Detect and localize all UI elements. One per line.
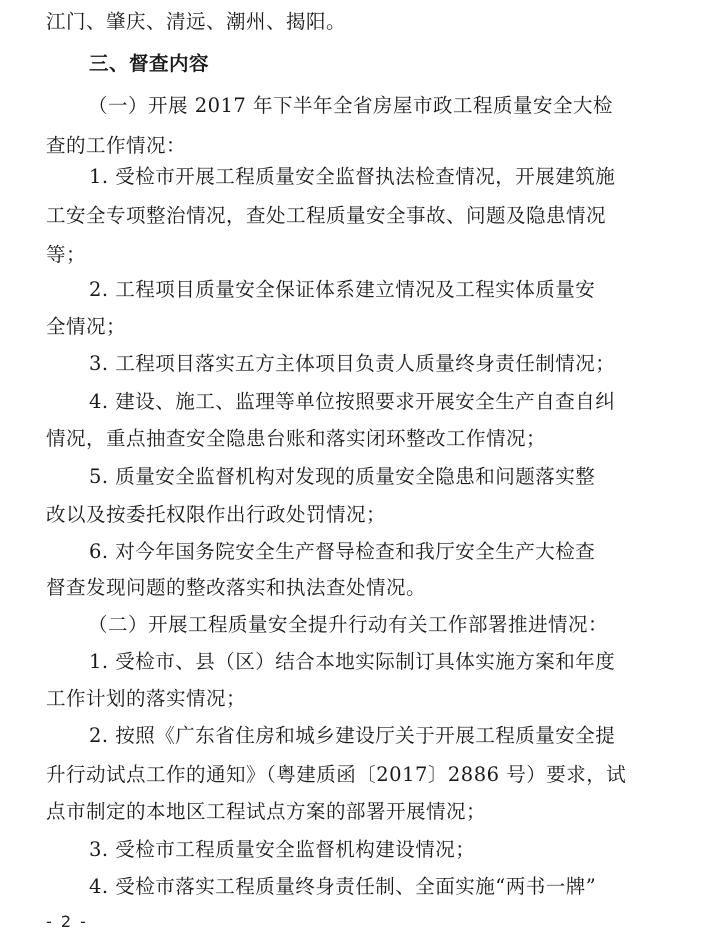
list-item: 2. 工程项目质量安全保证体系建立情况及工程实体质量安 xyxy=(89,278,596,301)
text-line: 工作计划的落实情况； xyxy=(46,687,247,710)
list-item: 1. 受检市开展工程质量安全监督执法检查情况，开展建筑施 xyxy=(89,165,616,188)
text-line: 全情况； xyxy=(46,315,127,338)
list-item: 3. 工程项目落实五方主体项目负责人质量终身责任制情况； xyxy=(89,352,616,375)
list-item: 4. 建设、施工、监理等单位按照要求开展安全生产自查自纠 xyxy=(89,390,616,413)
list-item: 4. 受检市落实工程质量终身责任制、全面实施“两书一牌” xyxy=(89,875,597,898)
text-line: 督查发现问题的整改落实和执法查处情况。 xyxy=(46,576,427,599)
text-line: 改以及按委托权限作出行政处罚情况； xyxy=(46,503,387,526)
list-item: 5. 质量安全监督机构对发现的质量安全隐患和问题落实整 xyxy=(89,465,596,488)
text-line: 升行动试点工作的通知》（粤建质函〔2017〕2886 号）要求，试 xyxy=(46,763,627,786)
list-item: 2. 按照《广东省住房和城乡建设厅关于开展工程质量安全提 xyxy=(89,724,616,747)
text-line: 等； xyxy=(46,243,87,266)
text-line: 点市制定的本地区工程试点方案的部署开展情况； xyxy=(46,800,487,823)
text-line: 查的工作情况： xyxy=(46,134,187,157)
section-heading: 三、督查内容 xyxy=(89,52,210,75)
page-number: - 2 - xyxy=(46,912,88,931)
text-line: 工安全专项整治情况，查处工程质量安全事故、问题及隐患情况 xyxy=(46,204,607,227)
subsection-heading: （一）开展 2017 年下半年全省房屋市政工程质量安全大检 xyxy=(88,94,614,117)
list-item: 6. 对今年国务院安全生产督导检查和我厅安全生产大检查 xyxy=(89,540,596,563)
list-item: 1. 受检市、县（区）结合本地实际制订具体实施方案和年度 xyxy=(89,650,616,673)
list-item: 3. 受检市工程质量安全监督机构建设情况； xyxy=(89,838,476,861)
subsection-heading: （二）开展工程质量安全提升行动有关工作部署推进情况： xyxy=(88,613,609,636)
text-line: 江门、肇庆、清远、潮州、揭阳。 xyxy=(46,10,347,33)
text-line: 情况，重点抽查安全隐患台账和落实闭环整改工作情况； xyxy=(46,427,547,450)
